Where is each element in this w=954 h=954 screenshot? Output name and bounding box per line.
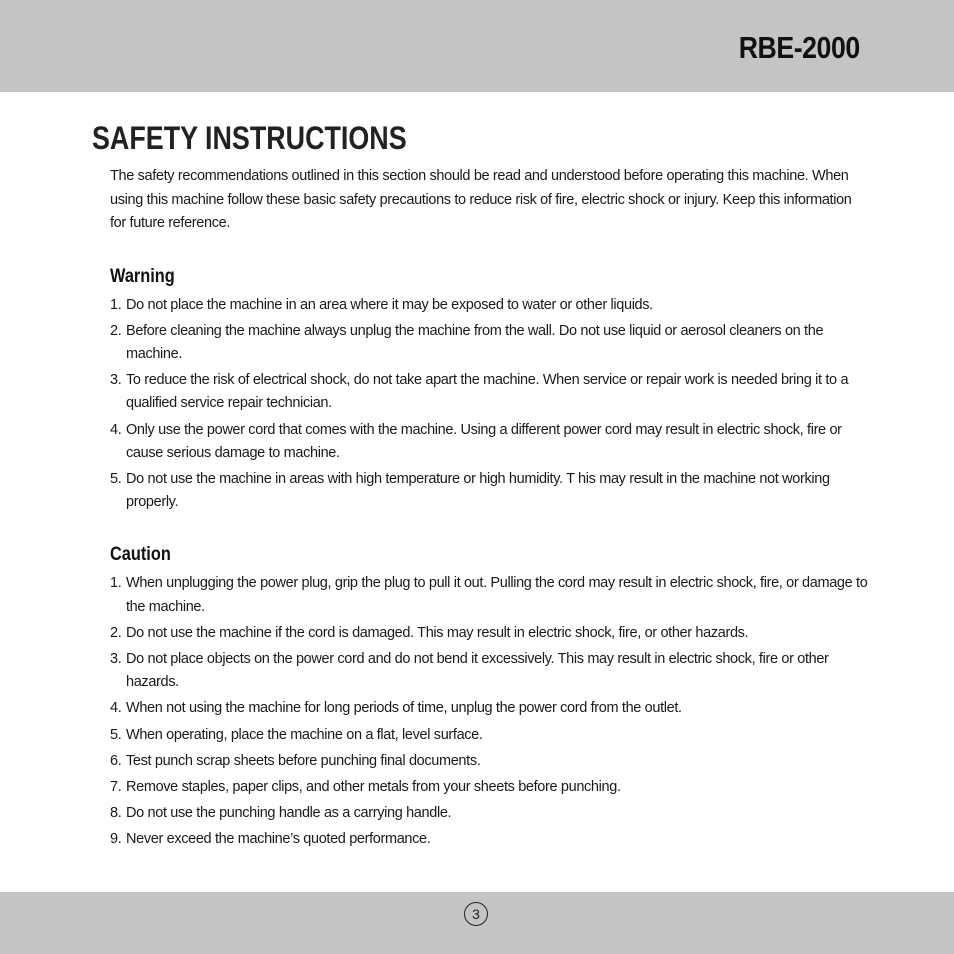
content: [110, 165, 870, 855]
header-band: [0, 0, 954, 92]
item-text: Do not place the machine in an area where it may be exposed to water or other liquids.: [126, 296, 653, 313]
item-number: 4.: [110, 700, 122, 717]
caution-item: [110, 724, 870, 747]
model-title: RBE-2000: [738, 30, 860, 65]
caution-list: [110, 572, 870, 851]
item-text: Remove staples, paper clips, and other metals from your sheets before punching.: [126, 778, 621, 795]
caution-item: [110, 776, 870, 799]
item-number: 6.: [110, 752, 122, 769]
item-text: When operating, place the machine on a flat, level surface.: [126, 726, 483, 743]
warning-item: [110, 419, 870, 465]
warning-heading: Warning: [110, 265, 175, 287]
caution-heading: Caution: [110, 544, 171, 566]
caution-item: [110, 572, 870, 618]
item-number: 8.: [110, 805, 122, 822]
warning-item: [110, 294, 870, 317]
item-number: 2.: [110, 624, 122, 641]
item-text: Do not use the machine in areas with high temperature or high humidity. T his may result in the machine not working properly.: [126, 470, 830, 511]
item-number: 7.: [110, 778, 122, 795]
caution-item: [110, 750, 870, 773]
page-title: SAFETY INSTRUCTIONS: [92, 120, 407, 156]
caution-item: [110, 828, 870, 851]
intro-paragraph: The safety recommendations outlined in this section should be read and understood before operating this machine. When using this machine follow these basic safety precautions to reduce risk of fire, electric shock or injury. Keep this information for future reference.: [110, 168, 852, 231]
item-text: Only use the power cord that comes with the machine. Using a different power cord may result in electric shock, fire or cause serious damage to machine.: [126, 421, 842, 461]
item-text: When not using the machine for long periods of time, unplug the power cord from the outlet.: [126, 700, 682, 717]
item-number: 3.: [110, 372, 122, 389]
item-text: To reduce the risk of electrical shock, do not take apart the machine. When service or repair work is needed bring it to a qualified service repair technician.: [126, 372, 849, 412]
warning-list: [110, 294, 870, 515]
caution-item: [110, 802, 870, 825]
caution-item: [110, 648, 870, 694]
page-number: 3: [464, 902, 488, 926]
item-text: Do not use the punching handle as a carrying handle.: [126, 805, 452, 822]
item-number: 2.: [110, 322, 122, 339]
item-number: 1.: [110, 296, 122, 313]
item-number: 1.: [110, 575, 122, 592]
item-text: Do not place objects on the power cord and do not bend it excessively. This may result in electric shock, fire or other hazards.: [126, 650, 829, 691]
item-text: Before cleaning the machine always unplug the machine from the wall. Do not use liquid or aerosol cleaners on the machine.: [126, 322, 824, 362]
caution-item: [110, 697, 870, 720]
item-number: 4.: [110, 421, 122, 438]
item-number: 5.: [110, 726, 122, 743]
warning-item: [110, 320, 870, 366]
item-text: Do not use the machine if the cord is damaged. This may result in electric shock, fire, or other hazards.: [126, 624, 749, 641]
caution-item: [110, 622, 870, 645]
warning-item: [110, 468, 870, 514]
item-number: 5.: [110, 470, 122, 487]
item-text: Never exceed the machine’s quoted performance.: [126, 831, 431, 848]
item-number: 3.: [110, 650, 122, 667]
item-text: Test punch scrap sheets before punching final documents.: [126, 752, 481, 769]
item-text: When unplugging the power plug, grip the plug to pull it out. Pulling the cord may result in electric shock, fire, or damage to the machine.: [126, 575, 868, 615]
warning-item: [110, 369, 870, 415]
item-number: 9.: [110, 831, 122, 848]
